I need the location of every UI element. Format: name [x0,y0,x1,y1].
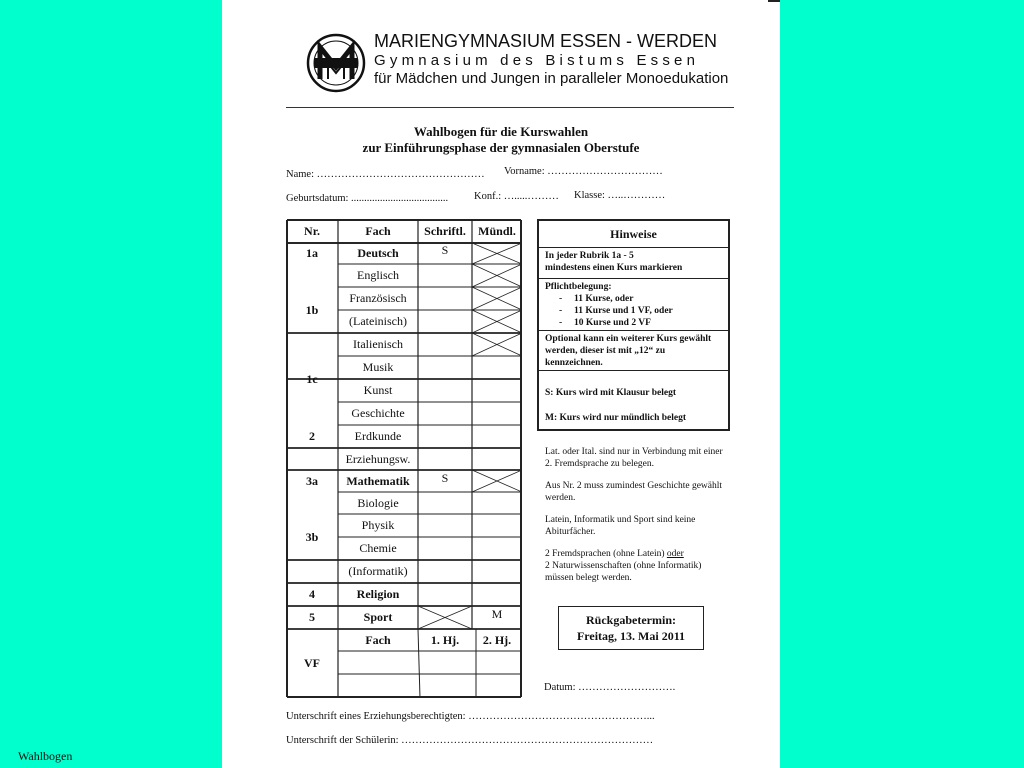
birthdate-dots: ..................................... [351,193,449,204]
hint-pflicht-item: - 11 Kurse und 1 VF, oder [559,306,673,316]
hint-m-note: M: Kurs wird nur mündlich belegt [545,413,687,423]
return-date-box [558,606,704,650]
group-number: 5 [309,610,315,624]
date-field[interactable] [544,682,675,693]
subject-name: Physik [361,518,395,532]
header-divider [286,107,734,108]
name-dots: ………………………………………… [316,169,485,180]
group-number: 3a [306,473,318,488]
hints-box [537,219,730,431]
vorname-dots: …………………………… [547,166,663,177]
footer-label: Wahlbogen [18,749,73,763]
note-languages: Lat. oder Ital. sind nur in Verbindung mit einer 2. Fremdsprache zu belegen. [545,447,723,469]
birthdate-field[interactable] [286,193,448,204]
muendl-mark: M [491,607,503,621]
return-title: Rückgabetermin: [586,613,676,627]
group-number: 2 [309,428,315,443]
group-number: 1a [306,246,318,260]
school-tagline: für Mädchen und Jungen in paralleler Monoedukation [374,70,729,87]
subject-name: Erdkunde [354,429,402,443]
konf-label: Konf.: [474,191,502,202]
note-non-abitur: Latein, Informatik und Sport sind keine Abiturfächer. [545,515,696,537]
student-signature-field[interactable] [286,735,653,746]
subject-name: Geschichte [351,406,405,420]
subject-name: Kunst [363,383,393,397]
konf-field[interactable] [474,191,559,202]
konf-dots: ….....……… [503,191,559,202]
return-date: Freitag, 13. Mai 2011 [576,629,686,643]
subject-name: Chemie [359,541,397,555]
hint-pflicht-item: - 11 Kurse, oder [559,294,634,304]
subject-name: Englisch [357,268,399,282]
student-signature-dots: ……………………………………………………………… [401,735,654,746]
header-schriftl: Schriftl. [424,223,466,238]
header-muendl: Mündl. [478,223,516,238]
klasse-label: Klasse: [574,190,605,201]
hint-pflicht-item: - 10 Kurse und 2 VF [559,318,651,328]
date-dots: ………………………. [578,682,676,693]
form-sheet [222,0,780,768]
subject-name: Mathematik [346,473,410,488]
subject-name: Musik [362,360,394,374]
subject-name: Italienisch [353,337,403,351]
date-label: Datum: [544,682,576,693]
subject-name: Deutsch [357,246,399,260]
form-title: Wahlbogen für die Kurswahlen [413,124,589,139]
subject-name: Religion [356,587,400,601]
note-requirements [545,548,730,584]
school-subtitle: Gymnasium des Bistums Essen [374,52,700,69]
hint-s-note: S: Kurs wird mit Klausur belegt [545,388,676,398]
header-nr: Nr. [304,223,320,238]
student-signature-label: Unterschrift der Schülerin: [286,735,399,746]
group-number: VF [304,656,320,670]
hints-title: Hinweise [610,226,657,241]
form-subtitle: zur Einführungsphase der gymnasialen Oberstufe [362,140,640,155]
group-number: 4 [309,587,315,601]
subject-name: Sport [363,610,393,624]
paper-edge-mark [768,0,780,2]
hint-pflicht-list [545,293,722,329]
group-number: 1c [306,371,318,386]
hint-legend [539,370,728,431]
vf-header-hj1: 1. Hj. [430,632,460,647]
guardian-signature-dots: ……………………………………………... [468,711,655,722]
vf-header-fach: Fach [365,632,391,647]
hint-pflicht [539,278,728,330]
klasse-field[interactable] [574,190,665,201]
birthdate-label: Geburtsdatum: [286,193,349,204]
subject-name: (Lateinisch) [349,314,407,328]
header-fach: Fach [365,223,391,238]
note-requirements-part1: 2 Fremdsprachen (ohne Latein) [545,549,667,559]
guardian-signature-label: Unterschrift eines Erziehungsberechtigten: [286,711,466,722]
hint-pflicht-title: Pflichtbelegung: [545,282,612,292]
vorname-label: Vorname: [504,166,545,177]
subject-name: Französisch [349,291,407,305]
schriftl-mark: S [441,470,449,485]
name-field[interactable] [286,169,485,180]
note-history: Aus Nr. 2 muss zumindest Geschichte gewählt werden. [545,481,723,503]
note-requirements-oder: oder [666,549,684,559]
vf-header-hj2: 2. Hj. [482,632,512,647]
school-crest-icon [306,33,366,93]
hint-optional: Optional kann ein weiterer Kurs gewählt werden, dieser ist mit „12“ zu kennzeichnen. [539,330,728,370]
guardian-signature-field[interactable] [286,711,655,722]
schriftl-mark: S [441,243,449,257]
group-number: 1b [305,302,319,317]
hint-rubric: In jeder Rubrik 1a - 5 mindestens einen Kurs markieren [539,247,728,278]
klasse-dots: …..………… [607,190,666,201]
school-name: MARIENGYMNASIUM ESSEN - WERDEN [374,31,718,51]
name-label: Name: [286,169,314,180]
subject-name: (Informatik) [348,564,408,578]
note-requirements-part2: 2 Naturwissenschaften (ohne Informatik) müssen belegt werden. [545,561,702,583]
group-number: 3b [305,530,319,544]
subject-name: Biologie [357,495,399,510]
vorname-field[interactable] [504,166,663,177]
subject-name: Erziehungsw. [345,451,411,466]
course-table [286,219,522,698]
